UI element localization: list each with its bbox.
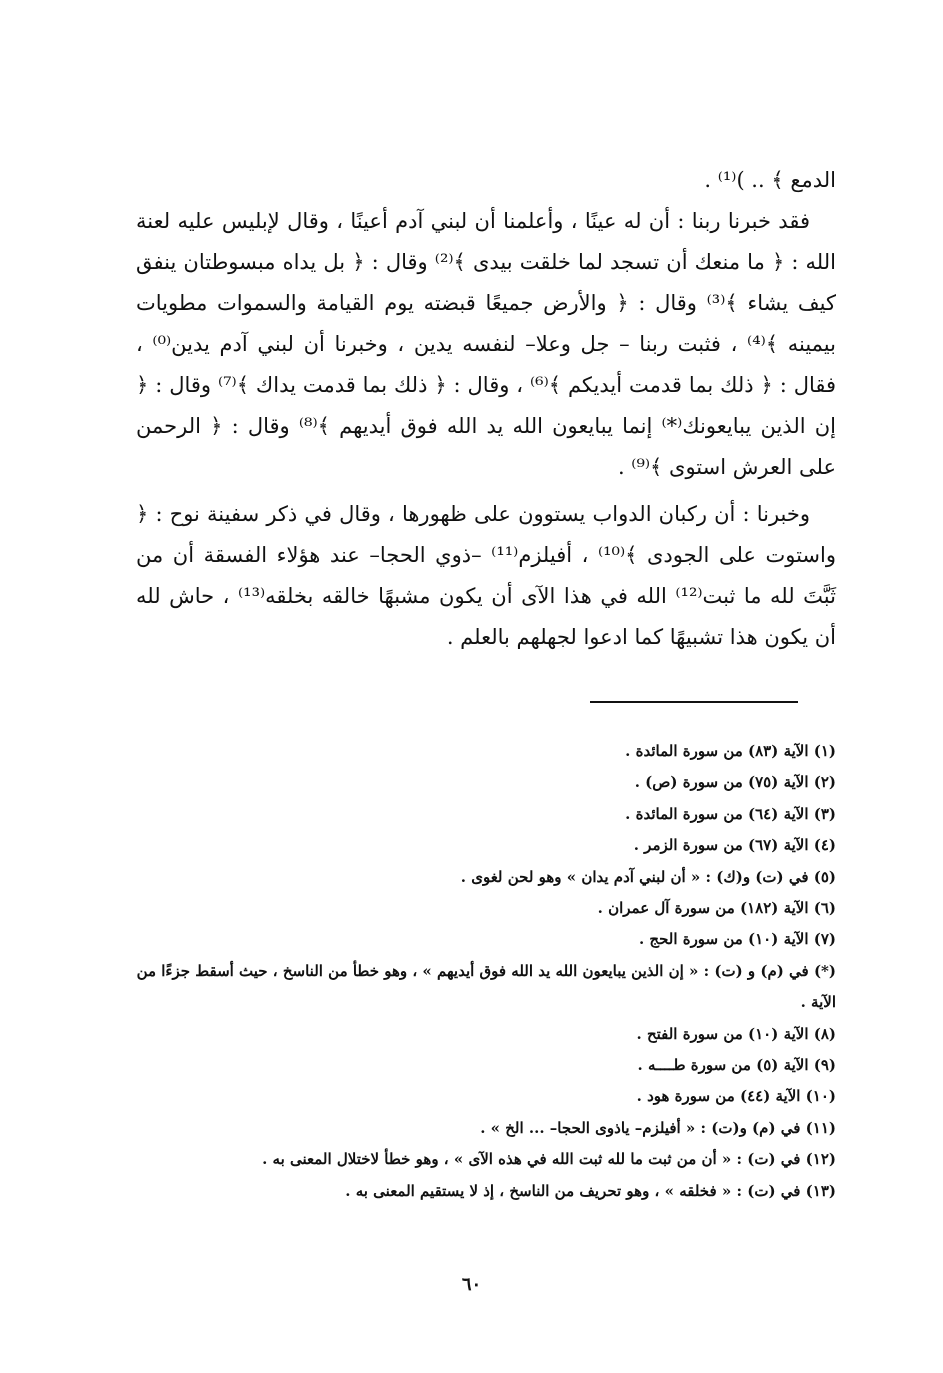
footnote-4: (٤) الآية (٦٧) من سورة الزمر .: [633, 836, 836, 855]
paragraph-eyes-hands: فقد خبرنا ربنا : أن له عينًا ، وأعلمنا أن لبني آدم أعينًا ، وقال لإبليس عليه لعنة الله : ﴿ ما منعك أن تسجد لما خلقت بيدى ﴾⁽²⁾ وقال : ﴿ بل يداه مبسوطتان ينفق كيف يشاء ﴾⁽³⁾ وقال : ﴿ والأرض جميعًا قبضته يوم القيامة والسموات مطويات بيمينه ﴾⁽⁴⁾ ، فثبت ربنا – جل وعلا– لنفسه يدين ، وخبرنا أن لبني آدم يدين⁽⁰⁾ ، فقال : ﴿ ذلك بما قدمت أيديكم ﴾⁽⁶⁾ ، وقال : ﴿ ذلك بما قدمت يداك ﴾⁽⁷⁾ وقال : ﴿ إن الذين يبايعونك⁽*⁾ إنما يبايعون الله يد الله فوق أيديهم ﴾⁽⁸⁾ وقال : ﴿ الرحمن على العرش استوى ﴾⁽⁹⁾ .: [136, 209, 837, 479]
paragraph-istiwa: وخبرنا : أن ركبان الدواب يستوون على ظهورها ، وقال في ذكر سفينة نوح : ﴿ واستوت على الجودى ﴾⁽¹⁰⁾ ، أفيلزم⁽¹¹⁾ –ذوي الحجا– عند هؤلاء الفسقة أن من ثَبَّتَ لله ما ثبت⁽¹²⁾ الله في هذا الآى أن يكون مشبهًا خالقه بخلقه⁽¹³⁾ ، حاش لله أن يكون هذا تشبيهًا كما ادعوا لجهلهم بالعلم .: [136, 502, 837, 649]
footnote-separator: [590, 701, 798, 703]
footnote-6: (٦) الآية (١٨٢) من سورة آل عمران .: [597, 899, 836, 918]
footnote-12: (١٢) في (ت) : « أن من ثبت ما لله ثبت الله في هذه الآى » ، وهو خطأ لاختلال المعنى به .: [262, 1150, 836, 1169]
paragraph-continuation: الدمع ﴾ .. )⁽¹⁾ .: [704, 168, 836, 192]
footnote-9: (٩) الآية (٥) من سورة طــــه .: [637, 1056, 836, 1075]
footnote-3: (٣) الآية (٦٤) من سورة المائدة .: [625, 804, 836, 823]
footnote-1: (١) الآية (٨٣) من سورة المائدة .: [625, 742, 836, 760]
footnote-7: (٧) الآية (١٠) من سورة الحج .: [638, 930, 836, 949]
footnote-5: (٥) في (ت) و(ك) : « أن لبني آدم يدان » وهو لحن لغوى .: [460, 867, 836, 886]
page-number: ٦٠: [461, 1274, 482, 1295]
footnotes: [136, 736, 836, 1207]
footnote-10: (١٠) الآية (٤٤) من سورة هود .: [636, 1087, 836, 1106]
footnote-star: (*) في (م) و (ت) : « إن الذين يبايعون الله يد الله فوق أيديهم » ، وهو خطأ من الناسخ ، حيث أسقط جزءًا من الآية .: [136, 961, 836, 1012]
footnote-13: (١٣) في (ت) : « فخلقه » ، وهو تحريف من الناسخ ، إذ لا يستقيم المعنى به .: [345, 1181, 836, 1200]
footnote-8: (٨) الآية (١٠) من سورة الفتح .: [636, 1024, 836, 1043]
footnote-2: (٢) الآية (٧٥) من سورة (ص) .: [634, 773, 836, 792]
main-text: [136, 160, 836, 658]
footnote-11: (١١) في (م) و(ت) : « أفيلزم– ياذوى الحجا– ... الخ » .: [480, 1118, 836, 1137]
